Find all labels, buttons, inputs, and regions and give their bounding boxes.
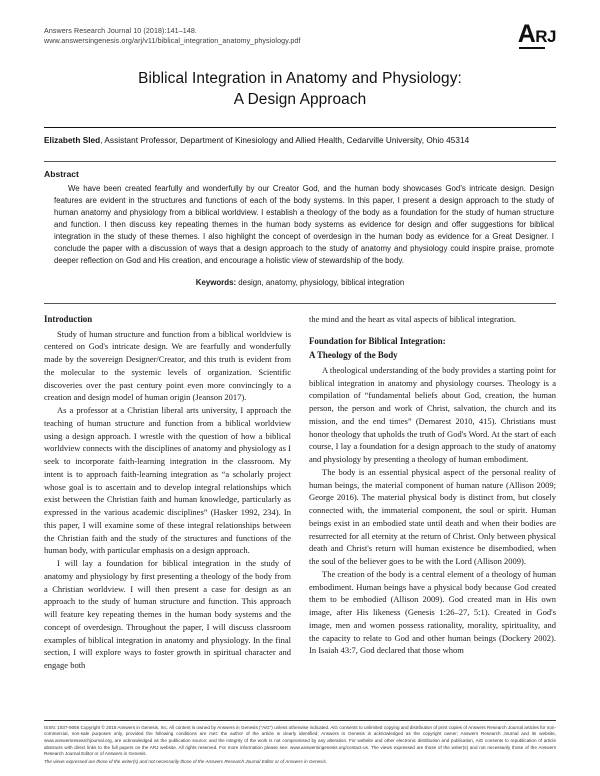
- section-heading-introduction: Introduction: [44, 314, 93, 325]
- byline-divider: [44, 161, 556, 162]
- footer-divider: [44, 720, 556, 721]
- abstract-divider: [44, 303, 556, 304]
- journal-citation: [44, 26, 301, 47]
- author-name: Elizabeth Sled: [44, 135, 101, 145]
- paragraph: A theological understanding of the body provides a starting point for biblical integration in anatomy and physiology courses. Theology is a compilation of “fundamental beliefs about God, creation, the human person, the person and work of Christ, salvation, the church and its mission, and the end times” (Demarest 2010, 415). Christians must honor theology that upholds the truth of God's Word. At the start of each course, I lay a foundation for a design approach to the study of anatomy and physiology by presenting a theology of human embodiment.: [309, 364, 556, 465]
- paragraph-continued: the mind and the heart as vital aspects of biblical integration.: [309, 314, 517, 325]
- column-right: [309, 313, 556, 672]
- title-line-2: A Design Approach: [233, 90, 367, 108]
- abstract-heading: Abstract: [44, 169, 79, 180]
- title-divider: [44, 127, 556, 128]
- keywords-label: Keywords:: [195, 277, 237, 287]
- page-header: [44, 20, 556, 49]
- disclaimer-text: The views expressed are those of the writer(s) and not necessarily those of the Answers Research Journal Editor or of Answers in Genesis.: [44, 759, 328, 764]
- arj-logo-rj: RJ: [535, 27, 556, 46]
- section-heading-foundation-line-1: Foundation for Biblical Integration:: [309, 336, 446, 347]
- column-left: [44, 313, 291, 672]
- arj-logo: [518, 20, 556, 49]
- citation-line-1: Answers Research Journal 10 (2018):141–148.: [44, 27, 197, 35]
- arj-logo-a: A: [517, 20, 536, 48]
- paragraph: The creation of the body is a central element of a theology of human embodiment. Human beings have a physical body because God created them to be embodied (Allison 2009). God created man in His own image, after His likeness (Genesis 1:26–27, 5:1). Created in God's image, men and women possess rationality, morality, spirituality, and the capacity to relate to God and other human beings (Dockery 2002). In Isaiah 43:7, God declared that those whom: [309, 568, 556, 656]
- abstract-body: We have been created fearfully and wonderfully by our Creator God, and the human body showcases God's intricate design. Design features are evident in the structures and functions of each of the body systems. In this paper, I present a design approach to the study of human anatomy and physiology from a biblical worldview. I establish a theology of the body as a foundation for the study of human structure and function. I then discuss key repeating themes in the human body systems as evidence for design and offer suggestions for biblical integration in the study of these themes. I also highlight the concept of overdesign in the human body as evidence for a Great Designer. I conclude the paper with a discussion of ways that a design approach to the study of anatomy and physiology could inspire praise, promote deeper reflection on God and His creation, and encourage a holistic view of stewardship of the body.: [54, 184, 554, 266]
- paragraph: I will lay a foundation for biblical integration in the study of anatomy and physiology by first presenting a theology of the body from a Christian worldview. I will then present a case for design as an approach to the study of human structure and function. This approach will feature key repeating themes in the human body systems and the concept of overdesign. Throughout the paper, I will discuss classroom examples of biblical integration in anatomy and physiology. In the final section, I will explore ways to foster growth in spiritual character and engage both: [44, 558, 291, 671]
- page-title: [44, 69, 556, 111]
- author-affiliation: , Assistant Professor, Department of Kinesiology and Allied Health, Cedarville University, Ohio 45314: [100, 135, 470, 145]
- title-line-1: Biblical Integration in Anatomy and Physiology:: [138, 70, 462, 87]
- citation-line-2: www.answersingenesis.org/arj/v11/biblical_integration_anatomy_physiology.pdf: [44, 37, 301, 46]
- abstract-text: [44, 183, 556, 267]
- keywords-line: [44, 278, 556, 287]
- author-byline: [44, 136, 556, 145]
- paragraph: Study of human structure and function from a biblical worldview is centered on God's intricate design. We are fearfully and wonderfully made by the sovereign Designer/Creator, and this truth is evident from the molecular to the systemic levels of organization. Scientific discoveries over the past century point even more convincingly to a creation and design model of human origin (Jeanson 2017).: [44, 328, 291, 403]
- section-heading-foundation-line-2: A Theology of the Body: [309, 350, 398, 361]
- keywords-value: design, anatomy, physiology, biblical integration: [236, 277, 405, 287]
- body-columns: [44, 313, 556, 672]
- paragraph: As a professor at a Christian liberal arts university, I approach the teaching of human structure and function from a biblical worldview using a design approach. I wrestle with the question of how a biblical worldview connects with the disciplines of anatomy and physiology as I seek to incorporate faith-learning integration in the classroom. My intent is to approach faith-learning integration as “a scholarly project whose goal is to ascertain and to develop integral relationships which exist between the Christian faith and human knowledge, particularly as expressed in the various academic disciplines” (Hasker 1992, 234). In this paper, I will examine some of these integral relationships between the Christian faith and the study of the structures and functions of the human body, with particular emphasis on a design approach.: [44, 405, 291, 556]
- copyright-text: ISSN: 1937-9056 Copyright © 2018 Answers in Genesis, Inc. All content is owned by Answers in Genesis (“AiG”) unless otherwise indicated. AiG consents to unlimited copying and distribution of print copies of Answers Research Journal articles for non-commercial, non-sale purposes only, provided the following conditions are met: the author of the article is clearly identified; Answers in Genesis is acknowledged as the copyright owner; Answers Research Journal and its website, www.answersresearchjournal.org, are acknowledged as the publication source; and the integrity of the work is not compromised by any alteration. For website and other electronic distribution and publication, AiG consents to republication of article abstracts with direct links to the full papers on the ARJ website. All rights reserved. For more information please see: www.answersingenesis.org/contact-us. The views expressed are those of the writer(s) and not necessarily those of the Answers Research Journal Editor or of Answers in Genesis.: [44, 724, 556, 757]
- page-footer: [44, 720, 556, 764]
- paragraph: The body is an essential physical aspect of the personal reality of human beings, the material component of human nature (Allison 2009; George 2016). The material physical body is distinct from, but closely connected with, the immaterial component, the soul or spirit. Human beings exist in an embodied state until death and when their bodies are resurrected for all eternity at the return of Christ. Only between physical death and Christ's return will human existence be disembodied, when the soul of the believer goes to be with the Lord (Allison 2009).: [309, 466, 556, 567]
